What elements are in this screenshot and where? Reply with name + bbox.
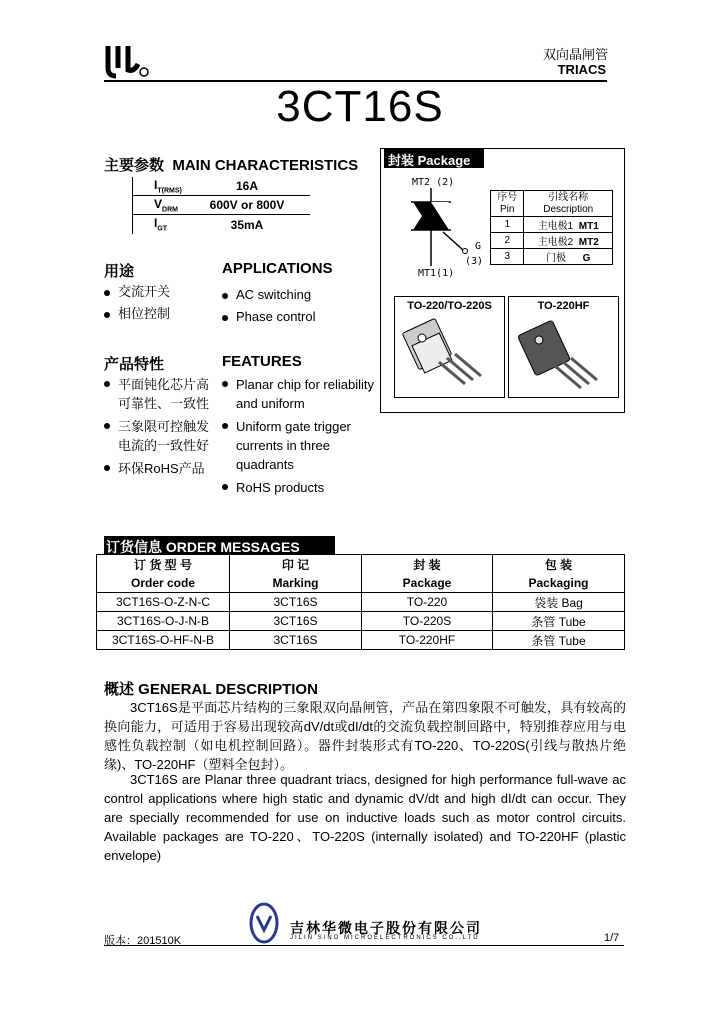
list-item: 平面钝化芯片高可靠性、一致性 (104, 375, 214, 413)
version-label: 版本：201510K (104, 935, 182, 947)
mc-row: $V_{DRM}$ 600V or 800V (132, 196, 310, 215)
table-row: 1 主电极1 MT1 (491, 217, 613, 233)
list-item: RoHS products (222, 478, 374, 497)
table-row: 2 主电极2 MT2 (491, 233, 613, 249)
package-to220hf-label: TO-220HF (537, 300, 590, 312)
bullet-icon (222, 293, 228, 299)
table-header-row: 订 货 型 号 Order code 印 记 Marking 封 装 Package 包 装 Packaging (97, 555, 625, 593)
order-table (96, 554, 625, 650)
table-row: 3CT16S-O-Z-N-C 3CT16S TO-220 袋装 Bag (97, 593, 625, 612)
list-item: Uniform gate trigger currents in three quadrants (222, 417, 374, 474)
product-type-en: TRIACS (557, 62, 606, 77)
list-item: 交流开关 (104, 282, 170, 301)
to220-package-icon (395, 312, 504, 394)
company-emblem-icon (248, 902, 280, 944)
bullet-icon (104, 423, 110, 429)
product-type-cn: 双向晶闸管 (542, 47, 608, 62)
table-row: 3CT16S-O-J-N-B 3CT16S TO-220S 条管 Tube (97, 612, 625, 631)
package-to220-box (394, 296, 505, 398)
features-heading-cn: 产品特性 (104, 356, 165, 373)
bullet-icon (222, 315, 228, 321)
part-number-title: 3CT16S (276, 82, 444, 131)
pin-table (490, 190, 613, 265)
order-heading: 订货信息 ORDER MESSAGES (104, 536, 335, 555)
package-to220-label: TO-220/TO-220S (407, 300, 492, 312)
gate-number: (3) (465, 256, 484, 267)
table-row: 序号 Pin 引线名称 Description (491, 191, 613, 217)
description-heading: 概述 GENERAL DESCRIPTION (104, 681, 318, 698)
footer-divider (104, 945, 624, 946)
applications-list-en (222, 285, 316, 326)
applications-heading-en: APPLICATIONS (222, 260, 333, 277)
applications-heading-cn: 用途 (104, 263, 135, 280)
list-item: 三象限可控触发电流的一致性好 (104, 417, 214, 455)
list-item: Planar chip for reliability and uniform (222, 375, 374, 413)
page-number: 1/7 (604, 932, 620, 944)
mc-row: $I_{GT}$ 35mA (154, 216, 264, 233)
mt2-label: MT2 (2) (412, 177, 455, 188)
bullet-icon (222, 423, 228, 429)
table-row: 3 门极 G (491, 249, 613, 265)
bullet-icon (104, 312, 110, 318)
description-cn: 3CT16S是平面芯片结构的三象限双向晶闸管，产品在第四象限不可触发，具有较高的换向能力，可适用于容易出现较高dV/dt或dI/dt的交流负载控制回路中，特别推荐应用与电感性负载控制（如电机控制回路）。器件封装形式有TO-220、TO-220S(引线与散热片绝缘)、TO-220HF（塑料全包封）。 (104, 700, 626, 772)
company-name-en: JILIN SINO MICROELECTRONICS CO.,LTD (290, 935, 480, 941)
table-row: 3CT16S-O-HF-N-B 3CT16S TO-220HF 条管 Tube (97, 631, 625, 650)
features-list-en (222, 375, 374, 497)
mc-row: $I_{T(RMS)}$ 16A (132, 177, 310, 196)
features-heading-en: FEATURES (222, 353, 302, 370)
package-heading: 封装 Package (384, 148, 484, 168)
mt1-label: MT1(1) (418, 268, 455, 279)
bullet-icon (104, 290, 110, 296)
bullet-icon (222, 484, 228, 490)
list-item: 环保RoHS产品 (104, 459, 214, 478)
bullet-icon (222, 381, 228, 387)
company-name-cn: 吉林华微电子股份有限公司 (290, 920, 482, 936)
bullet-icon (104, 465, 110, 471)
list-item: Phase control (222, 307, 316, 326)
description-en: 3CT16S are Planar three quadrant triacs, designed for high performance full-wave ac control applications where high static and dynamic dV/dt and high dI/dt can occur. They are specially recommended for use on inductive loads such as motor control circuits. Available packages are TO-220、TO-220S (internally isolated) and TO-220HF (plastic envelope) (104, 772, 626, 863)
main-characteristics-heading: 主要参数 MAIN CHARACTERISTICS (104, 157, 359, 174)
main-characteristics-table (132, 177, 310, 234)
features-list-cn (104, 375, 214, 478)
bullet-icon (104, 381, 110, 387)
list-item: 相位控制 (104, 304, 170, 323)
list-item: AC switching (222, 285, 316, 304)
package-to220hf-box (508, 296, 619, 398)
gate-label: G (475, 241, 482, 252)
to220hf-package-icon (509, 312, 618, 394)
company-logo-icon (104, 40, 150, 80)
applications-list-cn (104, 282, 170, 323)
